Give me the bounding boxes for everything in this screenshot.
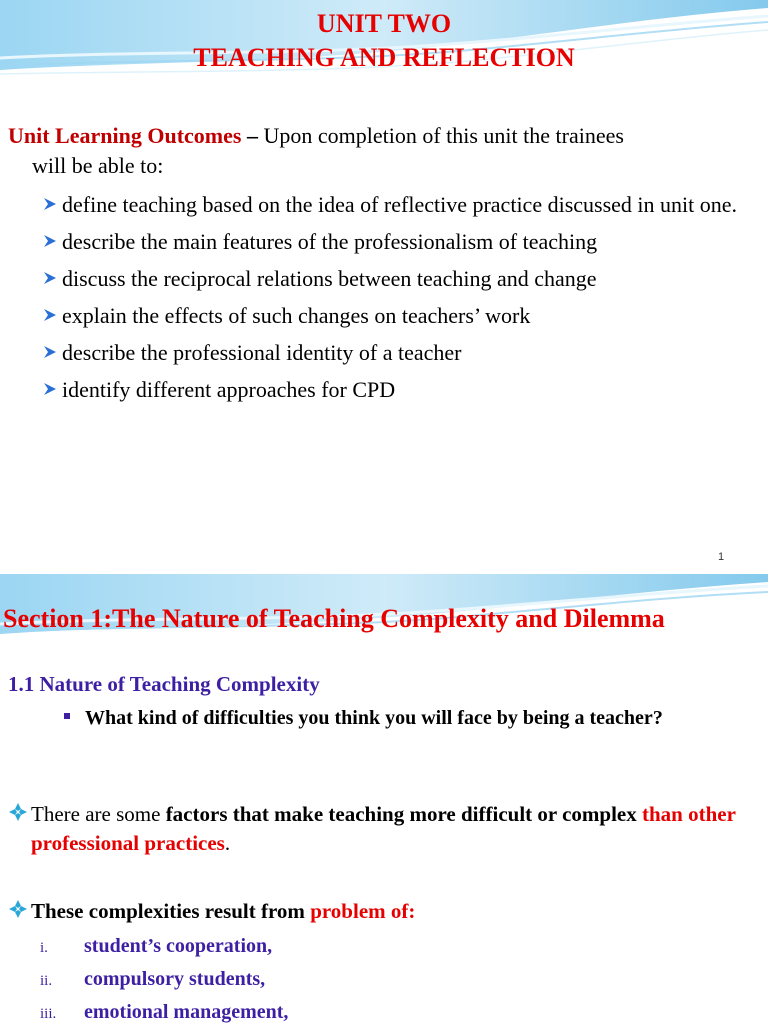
list-item-text: discuss the reciprocal relations between teaching and change <box>62 266 597 291</box>
outcomes-intro-continued: will be able to: <box>32 153 164 178</box>
diamond-bullet-icon <box>8 899 28 919</box>
list-item-text: student’s cooperation, <box>84 935 273 957</box>
question <box>64 704 714 732</box>
list-item-text: explain the effects of such changes on teachers’ work <box>62 303 531 328</box>
page-number: 1 <box>718 551 725 563</box>
paragraph-complexities <box>8 897 764 926</box>
arrow-bullet-icon <box>42 307 58 323</box>
outcomes-intro-text: Upon completion of this unit the trainees <box>263 123 624 148</box>
list-item-text: describe the main features of the professionalism of teaching <box>62 229 598 254</box>
list-item-text: define teaching based on the idea of reflective practice discussed in unit one. <box>62 192 738 217</box>
arrow-bullet-icon <box>42 381 58 397</box>
square-bullet-icon <box>64 713 70 719</box>
list-item <box>40 998 288 1024</box>
text-highlight: problem of: <box>310 899 416 923</box>
arrow-bullet-icon <box>42 196 58 212</box>
paragraph-factors-text <box>8 800 764 858</box>
list-item <box>42 189 762 220</box>
arrow-bullet-icon <box>42 270 58 286</box>
arrow-bullet-icon <box>42 233 58 249</box>
list-item <box>42 300 762 331</box>
slide-2 <box>0 574 768 1024</box>
list-item <box>42 226 762 257</box>
outcomes-intro <box>8 121 760 181</box>
list-item-text: compulsory students, <box>84 968 266 990</box>
arrow-bullet-icon <box>42 344 58 360</box>
text-plain: There are some <box>31 802 166 826</box>
list-item <box>42 337 762 368</box>
text-end: . <box>224 831 231 855</box>
slide-title-unit: UNIT TWO <box>316 9 452 38</box>
list-item-number: iii. <box>40 1006 57 1022</box>
list-item-text: describe the professional identity of a teacher <box>62 340 462 365</box>
text-bold: factors that make teaching more difficult or complex <box>165 802 642 826</box>
diamond-bullet-icon <box>8 802 28 822</box>
outcomes-lead: Unit Learning Outcomes <box>8 123 242 148</box>
slide-title-topic: TEACHING AND REFLECTION <box>193 43 575 72</box>
question-text: What kind of difficulties you think you will face by being a teacher? <box>85 707 663 729</box>
list-item-number: i. <box>40 940 48 956</box>
section-title: Section 1:The Nature of Teaching Complexity and Dilemma <box>3 604 665 633</box>
list-item <box>40 965 265 995</box>
list-item <box>42 263 762 294</box>
subsection-heading: 1.1 Nature of Teaching Complexity <box>8 672 320 696</box>
list-item-text: identify different approaches for CPD <box>62 377 396 402</box>
list-item-number: ii. <box>40 973 53 989</box>
text-bold: These complexities result from <box>31 899 311 923</box>
paragraph-factors <box>8 800 764 858</box>
list-item <box>40 932 272 962</box>
text-highlight: than other professional practices <box>31 802 736 855</box>
paragraph-complexities-text <box>8 897 764 926</box>
list-item <box>42 374 762 405</box>
list-item-text: emotional management, <box>84 1001 289 1023</box>
outcomes-dash: – <box>241 123 264 148</box>
outcomes-list <box>42 189 762 411</box>
